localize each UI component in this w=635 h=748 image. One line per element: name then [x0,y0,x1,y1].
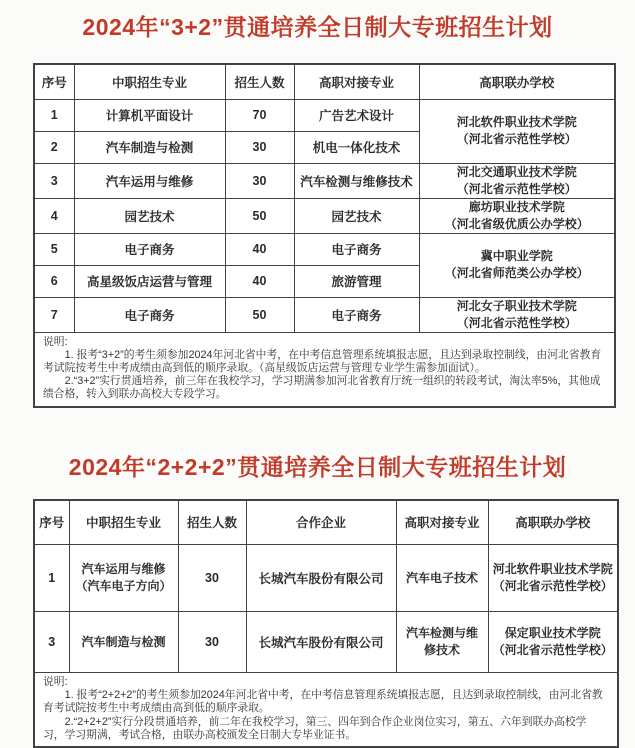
school-qualifier: （河北省师范类公办学校） [444,266,589,280]
cell-no: 4 [34,198,74,233]
table-row [34,297,615,332]
note-paragraph: 2.“3+2”实行贯通培养，前三年在我校学习，学习期满参加河北省教育厅统一组织的转段考试，淘汰率5%，其他成绩合格，转入到联办高校大专段学习。 [43,375,601,401]
header-cell-school: 高职联办学校 [488,500,618,545]
cell-count: 40 [225,265,294,297]
cell-major: 计算机平面设计 [74,99,225,131]
header-cell-school: 高职联办学校 [419,64,615,99]
school-qualifier: （河北省示范性学校） [492,643,613,658]
cell-major: 汽车运用与维修 [74,163,225,198]
cell-major: 园艺技术 [74,198,225,233]
school-qualifier: （河北省示范性学校） [492,579,613,594]
note-paragraph: 1. 报考“2+2+2”的考生须参加2024年河北省中考，在中考信息管理系统填报志愿，且达到录取控制线，由河北省教育考试院按考生中考成绩由高到低的顺序录取。 [43,689,603,715]
cell-count: 30 [178,612,246,673]
table-header-row [34,64,615,99]
cell-link-major: 电子商务 [294,233,419,265]
cell-count: 40 [225,233,294,265]
cell-school [419,198,615,233]
cell-count: 50 [225,198,294,233]
header-cell-company: 合作企业 [246,500,396,545]
cell-company: 长城汽车股份有限公司 [246,612,396,673]
cell-no: 3 [34,612,69,673]
cell-link-major: 汽车电子技术 [396,545,488,612]
school-qualifier: （河北省示范性学校） [456,181,577,196]
cell-link-major: 旅游管理 [294,265,419,297]
major-name: 汽车运用与维修 [81,562,166,577]
school-name: 保定职业技术学院 [504,626,601,641]
school-qualifier: （河北省示范性学校） [456,315,577,330]
header-cell-link-major: 高职对接专业 [396,500,488,545]
cell-school [488,612,618,673]
cell-no: 3 [34,163,74,198]
section1-title: 2024年“3+2”贯通培养全日制大专班招生计划 [82,14,553,40]
notes-cell [34,673,618,748]
school-name: 河北软件职业技术学院 [492,562,613,577]
enrollment-table-2plus2plus2 [33,499,619,748]
cell-school [488,545,618,612]
cell-no: 7 [34,297,74,332]
cell-major: 汽车制造与检测 [74,131,225,163]
notes-cell [34,332,615,407]
note-label: 说明: [43,335,68,348]
enrollment-table-3plus2 [33,63,616,408]
cell-major: 电子商务 [74,297,225,332]
cell-no: 2 [34,131,74,163]
notes-row [34,673,618,748]
cell-school [419,297,615,332]
cell-count: 30 [225,163,294,198]
school-qualifier: （河北省级优质公办学校） [444,216,589,231]
table-row [34,612,618,673]
header-cell-count: 招生人数 [225,64,294,99]
cell-company: 长城汽车股份有限公司 [246,545,396,612]
cell-school [419,233,615,297]
table-row [34,545,618,612]
cell-major: 高星级饭店运营与管理 [74,265,225,297]
cell-major [69,545,178,612]
school-name: 廊坊职业技术学院 [468,199,565,214]
school-name: 河北软件职业技术学院 [456,115,577,129]
cell-link-major: 汽车检测与维修技术 [294,163,419,198]
school-name: 冀中职业学院 [480,249,553,263]
cell-school [419,163,615,198]
cell-link-major: 电子商务 [294,297,419,332]
section2-title: 2024年“2+2+2”贯通培养全日制大专班招生计划 [68,453,567,480]
cell-link-major: 汽车检测与维修技术 [396,612,488,673]
table-row [34,233,615,265]
major-direction: （汽车电子方向） [75,579,172,594]
header-cell-no: 序号 [34,500,69,545]
header-cell-count: 招生人数 [178,500,246,545]
school-name: 河北女子职业技术学院 [456,298,577,313]
cell-link-major: 机电一体化技术 [294,131,419,163]
table-row [34,198,615,233]
note-paragraph: 2.“2+2+2”实行分段贯通培养，前二年在我校学习，第三、四年到合作企业岗位实习，第五、六年到联办高校学习，学习期满，考试合格，由联办高校颁发全日制大专毕业证书。 [43,715,587,741]
cell-count: 50 [225,297,294,332]
cell-no: 1 [34,99,74,131]
note-paragraph: 1. 报考“3+2”的考生须参加2024年河北省中考，在中考信息管理系统填报志愿，且达到录取控制线，由河北省教育考试院按考生中考成绩由高到低的顺序录取。（高星级饭店运营与管理专业学生需参加面试）。 [43,348,602,374]
note-label: 说明: [43,676,68,689]
table-row [34,163,615,198]
cell-major: 电子商务 [74,233,225,265]
cell-count: 30 [178,545,246,612]
cell-count: 70 [225,99,294,131]
cell-no: 1 [34,545,69,612]
cell-link-major: 广告艺术设计 [294,99,419,131]
cell-major: 汽车制造与检测 [69,612,178,673]
header-cell-major: 中职招生专业 [74,64,225,99]
school-qualifier: （河北省示范性学校） [456,132,577,146]
school-name: 河北交通职业技术学院 [456,164,577,179]
header-cell-major: 中职招生专业 [69,500,178,545]
cell-link-major: 园艺技术 [294,198,419,233]
cell-count: 30 [225,131,294,163]
cell-no: 5 [34,233,74,265]
notes-row [34,332,615,407]
header-cell-no: 序号 [34,64,74,99]
header-cell-link-major: 高职对接专业 [294,64,419,99]
cell-school [419,99,615,163]
table-header-row [34,500,618,545]
cell-no: 6 [34,265,74,297]
table-row [34,99,615,131]
